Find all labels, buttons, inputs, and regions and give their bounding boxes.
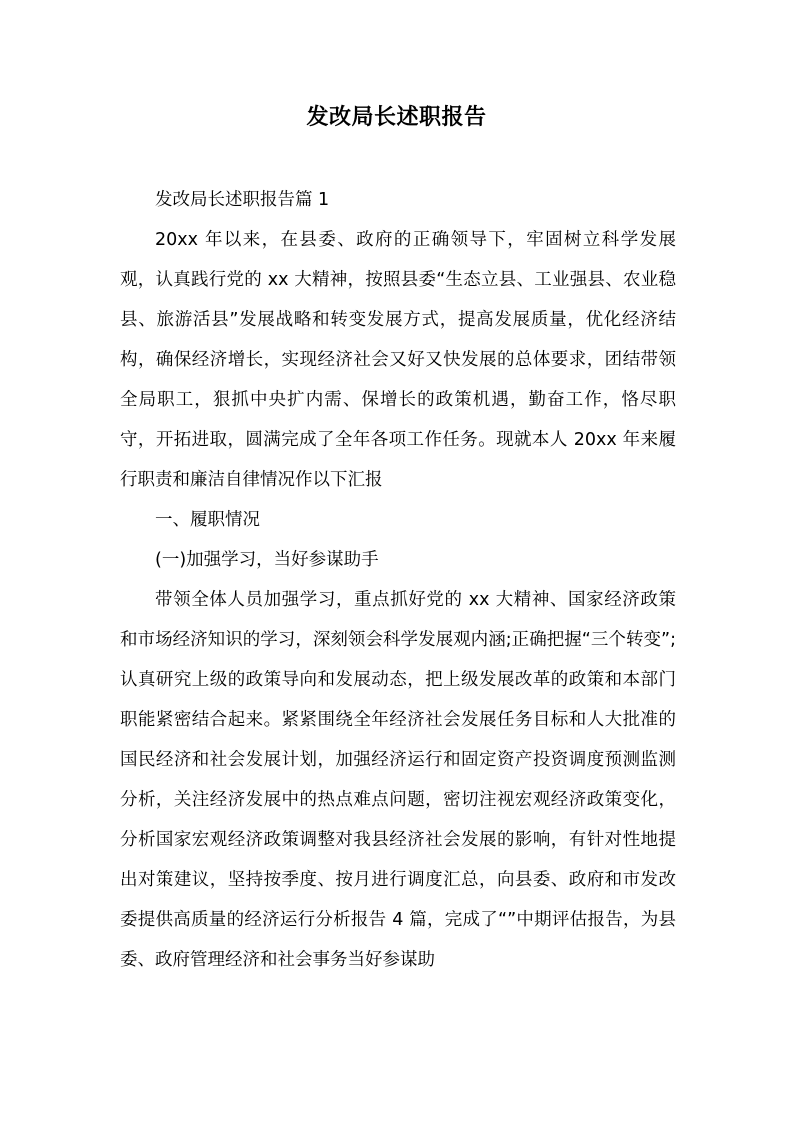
section-heading: 一、履职情况	[155, 510, 260, 530]
document-title: 发改局长述职报告	[306, 105, 487, 130]
subsection-heading: (一)加强学习，当好参谋助手	[155, 550, 379, 570]
body-paragraph: 20xx 年以来，在县委、政府的正确领导下，牢固树立科学发展观，认真践行党的 xx 大精神，按照县委“生态立县、工业强县、农业稳县、旅游活县”发展战略和转变发展方式，提高发展质量，优化经济结构，确保经济增长，实现经济社会又好又快发展的总体要求，团结带领全局职工，狠抓中央扩内需、保增长的政策机遇，勤奋工作，恪尽职守，开拓进取，圆满完成了全年各项工作任务。现就本人 20xx 年来履行职责和廉洁自律情况作以下汇报	[120, 230, 676, 490]
document-body	[120, 180, 676, 980]
section-heading: 发改局长述职报告篇 1	[155, 190, 330, 210]
body-paragraph: 带领全体人员加强学习，重点抓好党的 xx 大精神、国家经济政策和市场经济知识的学习，深刻领会科学发展观内涵;正确把握“三个转变”;认真研究上级的政策导向和发展动态，把上级发展改革的政策和本部门职能紧密结合起来。紧紧围绕全年经济社会发展任务目标和人大批准的国民经济和社会发展计划，加强经济运行和固定资产投资调度预测监测分析，关注经济发展中的热点难点问题，密切注视宏观经济政策变化，分析国家宏观经济政策调整对我县经济社会发展的影响，有针对性地提出对策建议，坚持按季度、按月进行调度汇总，向县委、政府和市发改委提供高质量的经济运行分析报告 4 篇，完成了“”中期评估报告，为县委、政府管理经济和社会事务当好参谋助	[120, 590, 676, 970]
